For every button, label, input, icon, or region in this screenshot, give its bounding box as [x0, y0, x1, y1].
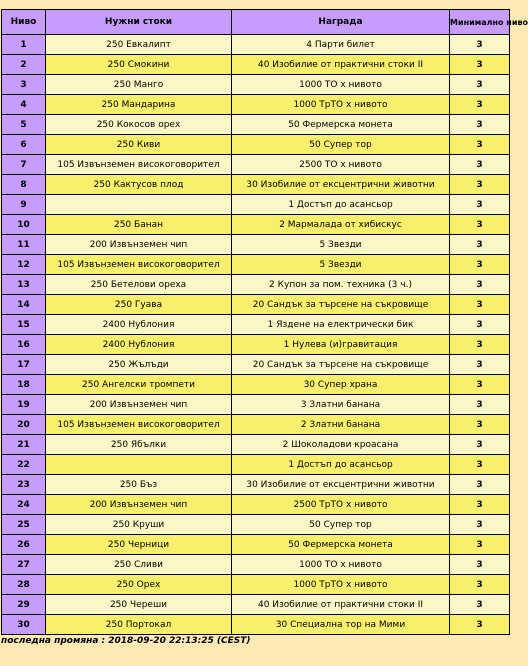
min-level-cell: 3 — [450, 35, 510, 55]
items-cell: 105 Извънземен високоговорител — [46, 255, 232, 275]
level-cell: 19 — [2, 395, 46, 415]
level-cell: 17 — [2, 355, 46, 375]
reward-cell: 50 Фермерска монета — [232, 535, 450, 555]
level-cell: 9 — [2, 195, 46, 215]
items-cell: 250 Орех — [46, 575, 232, 595]
table-row — [2, 275, 510, 295]
reward-cell: 40 Изобилие от практични стоки II — [232, 595, 450, 615]
level-cell: 26 — [2, 535, 46, 555]
table-row — [2, 195, 510, 215]
items-cell: 250 Гуава — [46, 295, 232, 315]
min-level-cell: 3 — [450, 435, 510, 455]
items-cell: 2400 Нублония — [46, 315, 232, 335]
items-cell: 250 Кокосов орех — [46, 115, 232, 135]
table-row — [2, 335, 510, 355]
reward-cell: 50 Супер тор — [232, 135, 450, 155]
items-cell: 250 Манго — [46, 75, 232, 95]
level-cell: 4 — [2, 95, 46, 115]
level-cell: 1 — [2, 35, 46, 55]
last-modified-text: последна промяна : 2018-09-20 22:13:25 (CEST) — [1, 636, 251, 646]
min-level-cell: 3 — [450, 615, 510, 635]
table-row — [2, 35, 510, 55]
reward-cell: 1000 ТрТО x нивото — [232, 575, 450, 595]
min-level-cell: 3 — [450, 75, 510, 95]
items-cell: 250 Смокини — [46, 55, 232, 75]
items-cell: 250 Бетелови ореха — [46, 275, 232, 295]
level-cell: 13 — [2, 275, 46, 295]
reward-cell: 20 Сандък за търсене на съкровище — [232, 355, 450, 375]
reward-cell: 50 Фермерска монета — [232, 115, 450, 135]
level-cell: 5 — [2, 115, 46, 135]
items-cell: 250 Черници — [46, 535, 232, 555]
items-cell: 250 Банан — [46, 215, 232, 235]
header-min-level: Минимално ниво — [450, 10, 510, 35]
items-cell: 200 Извънземен чип — [46, 495, 232, 515]
table-row — [2, 155, 510, 175]
table-row — [2, 435, 510, 455]
table-row — [2, 415, 510, 435]
table-row — [2, 295, 510, 315]
items-cell: 250 Ябълки — [46, 435, 232, 455]
header-row — [2, 10, 510, 35]
reward-cell: 4 Парти билет — [232, 35, 450, 55]
min-level-cell: 3 — [450, 395, 510, 415]
min-level-cell: 3 — [450, 495, 510, 515]
level-cell: 30 — [2, 615, 46, 635]
level-cell: 2 — [2, 55, 46, 75]
table-body — [2, 35, 510, 635]
reward-cell: 5 Звезди — [232, 235, 450, 255]
min-level-cell: 3 — [450, 575, 510, 595]
reward-cell: 30 Супер храна — [232, 375, 450, 395]
table-row — [2, 115, 510, 135]
items-cell: 250 Портокал — [46, 615, 232, 635]
table-row — [2, 495, 510, 515]
level-cell: 23 — [2, 475, 46, 495]
level-cell: 27 — [2, 555, 46, 575]
items-cell: 250 Бъз — [46, 475, 232, 495]
min-level-cell: 3 — [450, 155, 510, 175]
items-cell: 105 Извънземен високоговорител — [46, 155, 232, 175]
reward-cell: 30 Изобилие от ексцентрични животни — [232, 475, 450, 495]
min-level-cell: 3 — [450, 215, 510, 235]
min-level-cell: 3 — [450, 595, 510, 615]
items-cell — [46, 455, 232, 475]
min-level-cell: 3 — [450, 475, 510, 495]
items-cell: 250 Евкалипт — [46, 35, 232, 55]
items-cell: 250 Череши — [46, 595, 232, 615]
level-cell: 18 — [2, 375, 46, 395]
levels-table — [1, 9, 528, 635]
table-row — [2, 255, 510, 275]
level-cell: 24 — [2, 495, 46, 515]
min-level-cell: 3 — [450, 355, 510, 375]
reward-cell: 5 Звезди — [232, 255, 450, 275]
table-row — [2, 575, 510, 595]
table-row — [2, 75, 510, 95]
reward-cell: 1 Достъп до асансьор — [232, 195, 450, 215]
table-row — [2, 95, 510, 115]
reward-cell: 2 Златни банана — [232, 415, 450, 435]
items-cell: 250 Мандарина — [46, 95, 232, 115]
min-level-cell: 3 — [450, 555, 510, 575]
reward-cell: 1 Нулева (и)гравитация — [232, 335, 450, 355]
reward-cell: 2 Мармалада от хибискус — [232, 215, 450, 235]
items-cell: 2400 Нублония — [46, 335, 232, 355]
min-level-cell: 3 — [450, 55, 510, 75]
min-level-cell: 3 — [450, 235, 510, 255]
level-cell: 28 — [2, 575, 46, 595]
items-cell: 250 Жълъди — [46, 355, 232, 375]
reward-cell: 30 Специална тор на Мими — [232, 615, 450, 635]
level-cell: 11 — [2, 235, 46, 255]
items-cell: 250 Круши — [46, 515, 232, 535]
min-level-cell: 3 — [450, 455, 510, 475]
table-row — [2, 355, 510, 375]
level-cell: 6 — [2, 135, 46, 155]
items-cell: 105 Извънземен високоговорител — [46, 415, 232, 435]
table-row — [2, 395, 510, 415]
min-level-cell: 3 — [450, 415, 510, 435]
table-row — [2, 235, 510, 255]
reward-cell: 1 Яздене на електрически бик — [232, 315, 450, 335]
table-row — [2, 135, 510, 155]
min-level-cell: 3 — [450, 275, 510, 295]
level-cell: 12 — [2, 255, 46, 275]
level-cell: 8 — [2, 175, 46, 195]
table-row — [2, 455, 510, 475]
reward-cell: 1000 ТО x нивото — [232, 555, 450, 575]
level-cell: 29 — [2, 595, 46, 615]
items-cell — [46, 195, 232, 215]
header-items: Нужни стоки — [46, 10, 232, 35]
items-cell: 250 Кактусов плод — [46, 175, 232, 195]
level-cell: 15 — [2, 315, 46, 335]
reward-cell: 30 Изобилие от ексцентрични животни — [232, 175, 450, 195]
min-level-cell: 3 — [450, 515, 510, 535]
level-cell: 14 — [2, 295, 46, 315]
reward-cell: 40 Изобилие от практични стоки II — [232, 55, 450, 75]
level-cell: 20 — [2, 415, 46, 435]
table-row — [2, 215, 510, 235]
table-row — [2, 375, 510, 395]
reward-cell: 1000 ТрТО x нивото — [232, 95, 450, 115]
table-row — [2, 175, 510, 195]
table-row — [2, 535, 510, 555]
level-cell: 25 — [2, 515, 46, 535]
level-cell: 10 — [2, 215, 46, 235]
table-row — [2, 475, 510, 495]
level-cell: 16 — [2, 335, 46, 355]
level-cell: 22 — [2, 455, 46, 475]
reward-cell: 2 Шоколадови кроасана — [232, 435, 450, 455]
min-level-cell: 3 — [450, 255, 510, 275]
reward-cell: 2500 ТО x нивото — [232, 155, 450, 175]
items-cell: 250 Ангелски тромпети — [46, 375, 232, 395]
reward-cell: 2500 ТрТО x нивото — [232, 495, 450, 515]
header-reward: Награда — [232, 10, 450, 35]
min-level-cell: 3 — [450, 135, 510, 155]
table-row — [2, 595, 510, 615]
min-level-cell: 3 — [450, 295, 510, 315]
items-cell: 200 Извънземен чип — [46, 395, 232, 415]
min-level-cell: 3 — [450, 95, 510, 115]
reward-cell: 1 Достъп до асансьор — [232, 455, 450, 475]
table-row — [2, 515, 510, 535]
reward-cell: 1000 ТО x нивото — [232, 75, 450, 95]
reward-cell: 3 Златни банана — [232, 395, 450, 415]
level-cell: 21 — [2, 435, 46, 455]
min-level-cell: 3 — [450, 115, 510, 135]
min-level-cell: 3 — [450, 315, 510, 335]
items-cell: 200 Извънземен чип — [46, 235, 232, 255]
min-level-cell: 3 — [450, 195, 510, 215]
min-level-cell: 3 — [450, 335, 510, 355]
reward-cell: 2 Купон за пом. техника (3 ч.) — [232, 275, 450, 295]
min-level-cell: 3 — [450, 175, 510, 195]
header-level: Ниво — [2, 10, 46, 35]
level-cell: 7 — [2, 155, 46, 175]
table-row — [2, 55, 510, 75]
table-row — [2, 555, 510, 575]
table-row — [2, 615, 510, 635]
items-cell: 250 Киви — [46, 135, 232, 155]
min-level-cell: 3 — [450, 535, 510, 555]
table-row — [2, 315, 510, 335]
level-cell: 3 — [2, 75, 46, 95]
reward-cell: 20 Сандък за търсене на съкровище — [232, 295, 450, 315]
min-level-cell: 3 — [450, 375, 510, 395]
reward-cell: 50 Супер тор — [232, 515, 450, 535]
items-cell: 250 Сливи — [46, 555, 232, 575]
